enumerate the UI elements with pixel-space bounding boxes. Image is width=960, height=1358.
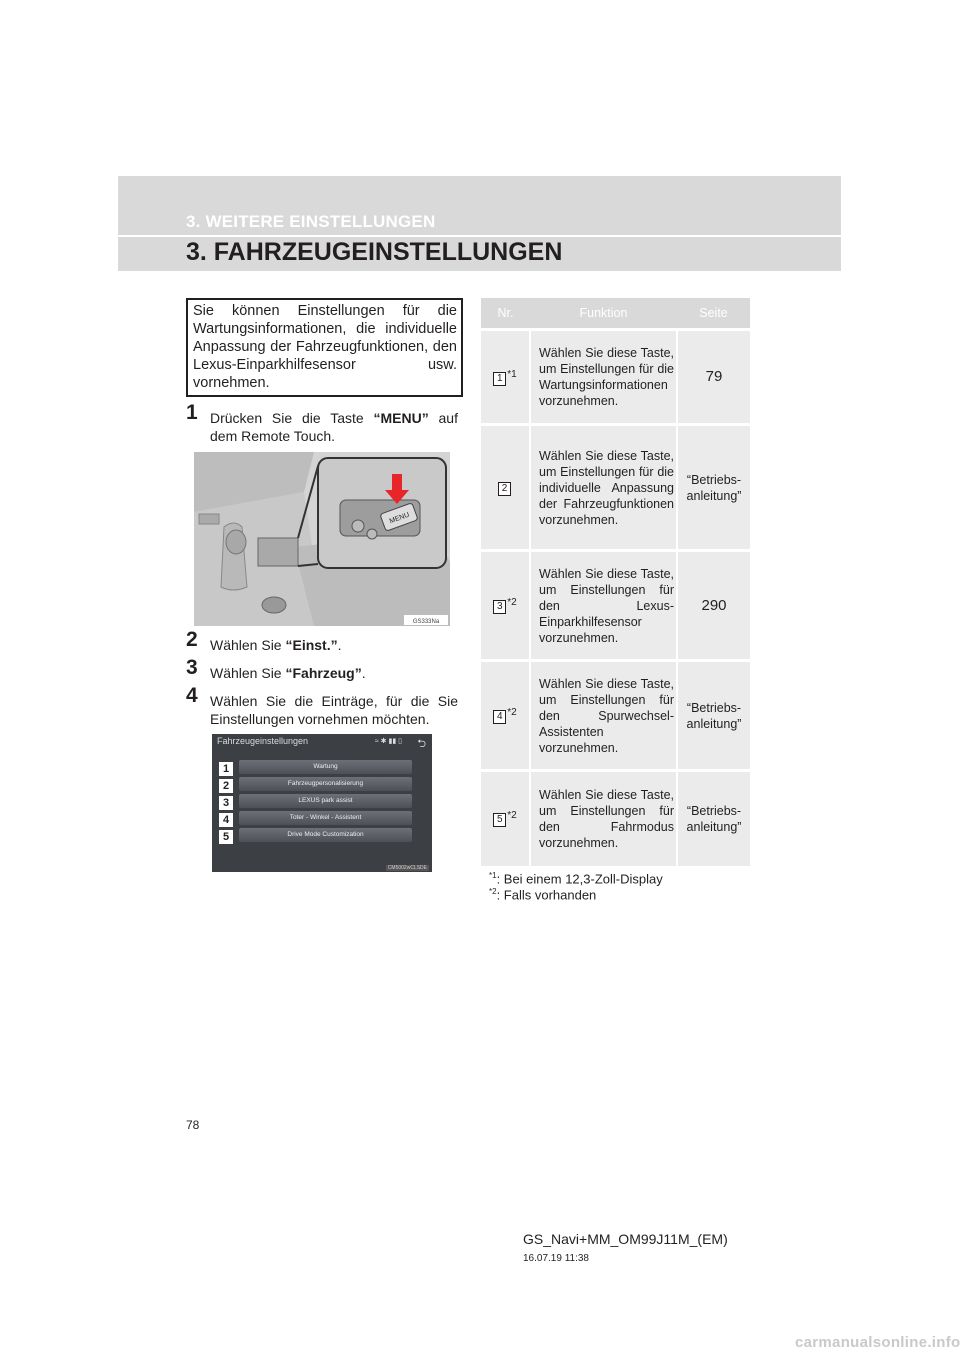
header-divider: [118, 235, 841, 237]
menu-item-toter-winkel[interactable]: Toter - Winkel - Assistent: [239, 811, 412, 825]
footnote-2: $^{*2}$: Falls vorhanden: [489, 887, 597, 903]
screen-code: CM5002wCLSDE: [387, 865, 427, 871]
menu-button-label: MENU: [388, 511, 411, 526]
function-cell: Wählen Sie diese Taste, um Einstellungen für die Wartungsinformationen vorzunehmen.: [530, 330, 677, 425]
row-number-cell: [481, 551, 530, 661]
table-row: [481, 330, 750, 425]
document-date: 16.07.19 11:38: [523, 1253, 589, 1264]
step-number: 1: [186, 401, 198, 424]
col-header-nr: Nr.: [481, 298, 530, 330]
intro-box: Sie können Einstellungen für die Wartungsinformationen, die individuelle Anpassung der Fahrzeugfunktionen, den Lexus-Einparkhilfesensor usw. vornehmen.: [186, 298, 463, 397]
footnote-mark: *2: [507, 707, 517, 718]
status-icons: ≈ ✱ ▮▮ ▯: [374, 738, 402, 745]
menu-item-wartung[interactable]: Wartung: [239, 760, 412, 774]
menu-item-drive-mode[interactable]: Drive Mode Customization: [239, 828, 412, 842]
callout-number: 4: [493, 710, 506, 724]
section-title: 3. WEITERE EINSTELLUNGEN: [186, 212, 436, 231]
page-cell: 79: [677, 330, 750, 425]
callout-1: 1: [219, 762, 233, 776]
footnote-mark: *2: [507, 810, 517, 822]
footnote-1: $^{*1}$: Bei einem 12,3-Zoll-Display: [489, 871, 663, 887]
col-header-seite: Seite: [677, 298, 750, 330]
function-cell: Wählen Sie diese Taste, um Einstellungen für den Lexus-Einparkhilfesensor vorzunehmen.: [530, 551, 677, 661]
step-text: Wählen Sie “Einst.”.: [210, 637, 342, 653]
remote-touch-photo: [194, 452, 450, 626]
page-cell: “Betriebs- anleitung”: [677, 771, 750, 866]
function-cell: Wählen Sie diese Taste, um Einstellungen für den Fahrmodus vorzunehmen.: [530, 771, 677, 866]
step-text: Wählen Sie “Fahrzeug”.: [210, 665, 366, 681]
step-1: [186, 401, 458, 445]
row-number-cell: [481, 330, 530, 425]
step-text: Wählen Sie die Einträge, für die Sie Einstellungen vornehmen möchten.: [210, 693, 458, 727]
menu-item-park-assist[interactable]: LEXUS park assist: [239, 794, 412, 808]
row-number-cell: [481, 771, 530, 866]
callout-number: 1: [493, 372, 506, 386]
callout-3: 3: [219, 796, 233, 810]
footnote-mark: *2: [507, 597, 517, 608]
menu-item-fahrzeugpersonalisierung[interactable]: Fahrzeugpersonalisierung: [239, 777, 412, 791]
function-cell: Wählen Sie diese Taste, um Einstellungen für den Spurwechsel-Assistenten vorzunehmen.: [530, 661, 677, 771]
table-row: [481, 771, 750, 866]
callout-5: 5: [219, 830, 233, 844]
table-row: [481, 425, 750, 551]
page-number: 78: [186, 1118, 200, 1132]
step-4: [186, 684, 458, 728]
table-row: [481, 551, 750, 661]
callout-number: 2: [498, 482, 511, 496]
callout-number: 5: [493, 813, 506, 827]
page-cell: “Betriebs- anleitung”: [677, 661, 750, 771]
table-header: [481, 298, 750, 330]
step-2: [186, 628, 458, 654]
photo-code: GS333Na: [412, 619, 440, 625]
document-id: GS_Navi+MM_OM99J11M_(EM): [523, 1231, 728, 1247]
col-header-funktion: Funktion: [530, 298, 677, 330]
watermark: carmanualsonline.info: [795, 1334, 960, 1351]
step-number: 3: [186, 656, 198, 679]
table-row: [481, 661, 750, 771]
back-icon[interactable]: ⮌: [417, 738, 426, 750]
step-3: [186, 656, 458, 682]
function-cell: Wählen Sie diese Taste, um Einstellungen für die individuelle Anpassung der Fahrzeugfunktionen vorzunehmen.: [530, 425, 677, 551]
page-title: 3. FAHRZEUGEINSTELLUNGEN: [186, 238, 563, 266]
screen-title: Fahrzeugeinstellungen: [217, 736, 309, 746]
callout-4: 4: [219, 813, 233, 827]
function-table: [481, 298, 750, 866]
vehicle-settings-screen: [212, 734, 432, 872]
row-number-cell: [481, 425, 530, 551]
step-number: 4: [186, 684, 198, 707]
callout-number: 3: [493, 600, 506, 614]
page-cell: 290: [677, 551, 750, 661]
callout-2: 2: [219, 779, 233, 793]
footnote-mark: *1: [507, 368, 517, 380]
step-text: Drücken Sie die Taste “MENU” auf dem Remote Touch.: [210, 410, 458, 444]
step-number: 2: [186, 628, 198, 651]
remote-touch-illustration: [194, 452, 450, 626]
page-cell: “Betriebs- anleitung”: [677, 425, 750, 551]
row-number-cell: [481, 661, 530, 771]
